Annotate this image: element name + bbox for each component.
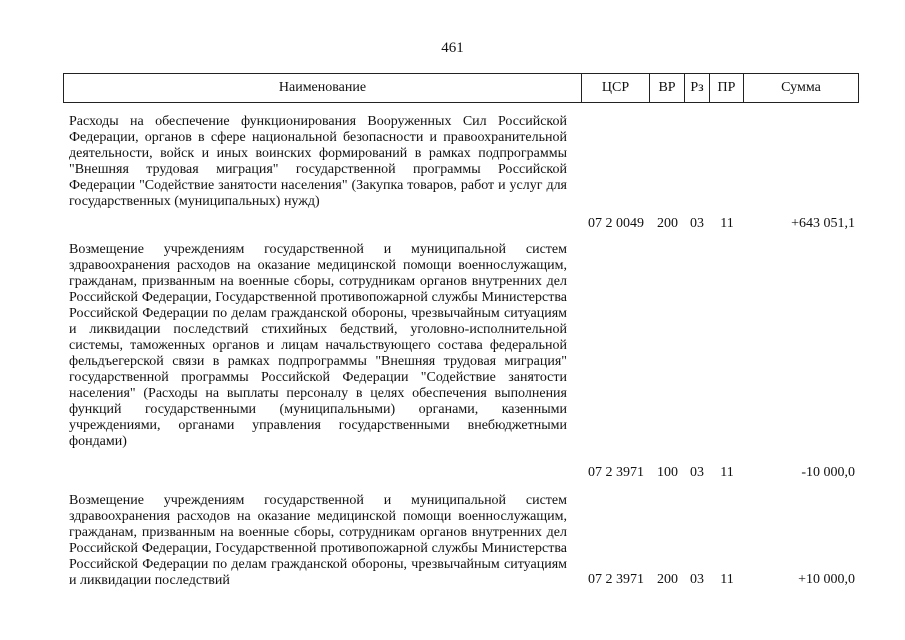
row-description: Возмещение учреждениям государственной и муниципальной систем здравоохранения расходов на оказание медицинской помощи военнослужащим, гражданам, призванным на военные сборы, сотрудникам органов внутренних дел Российской Федерации, Государственной противопожарной службы Министерства Российской Федерации по делам гражданской обороны, чрезвычайным ситуациям и ликвидации последствий стихийных бедствий, уголовно-исполнительной системы, таможенных органов и лицам начальствующего состава федеральной фельдъегерской связи в рамках подпрограммы "Внешняя трудовая миграция" государственной программы Российской Федерации "Содействие занятости населения" (Расходы на выплаты персоналу в целях обеспечения выполнения функций государственными (муниципальными) органами, казенными учреждениями, органами управления государственными внебюджетными фондами) — [69, 242, 567, 449]
row-vr: 200 — [657, 572, 678, 587]
column-header-name: Наименование — [64, 74, 582, 102]
row-sum: +643 051,1 — [791, 216, 855, 231]
row-sum: -10 000,0 — [801, 465, 855, 480]
row-rz: 03 — [690, 572, 704, 587]
column-header-vr: ВР — [650, 74, 685, 102]
row-pr: 11 — [720, 465, 734, 480]
row-csr: 07 2 3971 — [588, 572, 644, 587]
row-csr: 07 2 0049 — [588, 216, 644, 231]
row-values — [63, 465, 859, 481]
row-values — [63, 572, 859, 588]
column-header-pr: ПР — [710, 74, 744, 102]
row-csr: 07 2 3971 — [588, 465, 644, 480]
column-header-csr: ЦСР — [582, 74, 650, 102]
row-rz: 03 — [690, 216, 704, 231]
row-description: Расходы на обеспечение функционирования Вооруженных Сил Российской Федерации, органов в сфере национальной безопасности и правоохранительной деятельности, войск и иных воинских формирований в рамках подпрограммы "Внешняя трудовая миграция" государственной программы Российской Федерации "Содействие занятости населения" (Закупка товаров, работ и услуг для государственных (муниципальных) нужд) — [69, 114, 567, 209]
table-header — [63, 73, 859, 103]
column-header-rz: Рз — [685, 74, 710, 102]
row-vr: 100 — [657, 465, 678, 480]
row-vr: 200 — [657, 216, 678, 231]
column-header-sum: Сумма — [781, 80, 821, 95]
row-rz: 03 — [690, 465, 704, 480]
row-values — [63, 216, 859, 232]
row-pr: 11 — [720, 216, 734, 231]
page-number: 461 — [441, 40, 464, 56]
row-description: Возмещение учреждениям государственной и муниципальной систем здравоохранения расходов на оказание медицинской помощи военнослужащим, гражданам, призванным на военные сборы, сотрудникам органов внутренних дел Российской Федерации, Государственной противопожарной службы Министерства Российской Федерации по делам гражданской обороны, чрезвычайным ситуациям и ликвидации последствий — [69, 493, 567, 588]
row-sum: +10 000,0 — [798, 572, 855, 587]
row-pr: 11 — [720, 572, 734, 587]
